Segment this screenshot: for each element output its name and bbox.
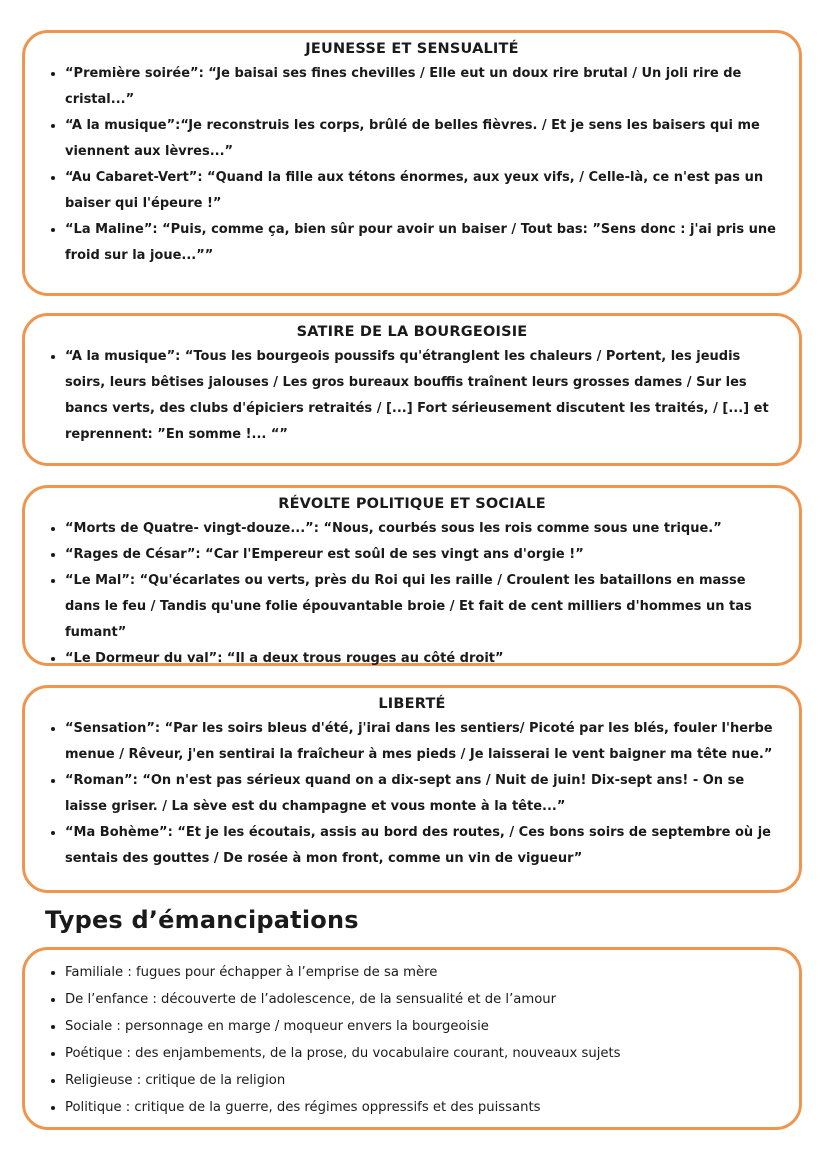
list-item: • “A la musique”:“Je reconstruis les corps, brûlé de belles fièvres. / Et je sens les baisers qui me viennent aux lèvres...” bbox=[65, 113, 781, 165]
section-title: JEUNESSE ET SENSUALITÉ bbox=[305, 41, 519, 57]
list-item: • “Le Mal”: “Qu'écarlates ou verts, près du Roi qui les raille / Croulent les bataillons en masse dans le feu / Tandis qu'une folie épouvantable broie / Et fait de cent milliers d'hommes un tas fumant” bbox=[65, 568, 781, 646]
list-item: • “Morts de Quatre- vingt-douze...”: “Nous, courbés sous les rois comme sous une trique.” bbox=[65, 516, 781, 542]
section-satire bbox=[22, 313, 802, 466]
list-item: • “Le Dormeur du val”: “Il a deux trous rouges au côté droit” bbox=[65, 646, 781, 672]
quote-list bbox=[43, 61, 781, 269]
list-item: • “Au Cabaret-Vert”: “Quand la fille aux tétons énormes, aux yeux vifs, / Celle-là, ce n'est pas un baiser qui l'épeure !” bbox=[65, 165, 781, 217]
section-title: LIBERTÉ bbox=[378, 696, 446, 712]
list-item: • Familiale : fugues pour échapper à l’emprise de sa mère bbox=[65, 959, 781, 986]
section-emancipations bbox=[22, 947, 802, 1130]
list-item: • “Première soirée”: “Je baisai ses fines chevilles / Elle eut un doux rire brutal / Un joli rire de cristal...” bbox=[65, 61, 781, 113]
section-title: SATIRE DE LA BOURGEOISIE bbox=[296, 324, 528, 340]
emancipations-heading: Types d’émancipations bbox=[45, 906, 359, 934]
list-item: • “Sensation”: “Par les soirs bleus d'été, j'irai dans les sentiers/ Picoté par les blés, fouler l'herbe menue / Rêveur, j'en sentirai la fraîcheur à mes pieds / Je laisserai le vent baigner ma tête nue.” bbox=[65, 716, 781, 768]
list-item: • “Rages de César”: “Car l'Empereur est soûl de ses vingt ans d'orgie !” bbox=[65, 542, 781, 568]
list-item: • Sociale : personnage en marge / moqueur envers la bourgeoisie bbox=[65, 1013, 781, 1040]
section-revolte bbox=[22, 485, 802, 666]
section-title: RÉVOLTE POLITIQUE ET SOCIALE bbox=[278, 496, 546, 512]
list-item: • “A la musique”: “Tous les bourgeois poussifs qu'étranglent les chaleurs / Portent, les jeudis soirs, leurs bêtises jalouses / Les gros bureaux bouffis traînent leurs grosses dames / Sur les bancs verts, des clubs d'épiciers retraités / [...] Fort sérieusement discutent les traités, / [...] et reprennent: ”En somme !... “” bbox=[65, 344, 781, 448]
list-item: • Religieuse : critique de la religion bbox=[65, 1067, 781, 1094]
list-item: • “Roman”: “On n'est pas sérieux quand on a dix-sept ans / Nuit de juin! Dix-sept ans! - On se laisse griser. / La sève est du champagne et vous monte à la tête...” bbox=[65, 768, 781, 820]
list-item: • Poétique : des enjambements, de la prose, du vocabulaire courant, nouveaux sujets bbox=[65, 1040, 781, 1067]
section-jeunesse bbox=[22, 30, 802, 296]
list-item: • “La Maline”: “Puis, comme ça, bien sûr pour avoir un baiser / Tout bas: ”Sens donc : j'ai pris une froid sur la joue...”” bbox=[65, 217, 781, 269]
quote-list bbox=[43, 516, 781, 672]
emancipation-list bbox=[43, 959, 781, 1121]
list-item: • De l’enfance : découverte de l’adolescence, de la sensualité et de l’amour bbox=[65, 986, 781, 1013]
section-liberte bbox=[22, 685, 802, 893]
quote-list bbox=[43, 716, 781, 872]
list-item: • Politique : critique de la guerre, des régimes oppressifs et des puissants bbox=[65, 1094, 781, 1121]
list-item: • “Ma Bohème”: “Et je les écoutais, assis au bord des routes, / Ces bons soirs de septembre où je sentais des gouttes / De rosée à mon front, comme un vin de vigueur” bbox=[65, 820, 781, 872]
quote-list bbox=[43, 344, 781, 448]
